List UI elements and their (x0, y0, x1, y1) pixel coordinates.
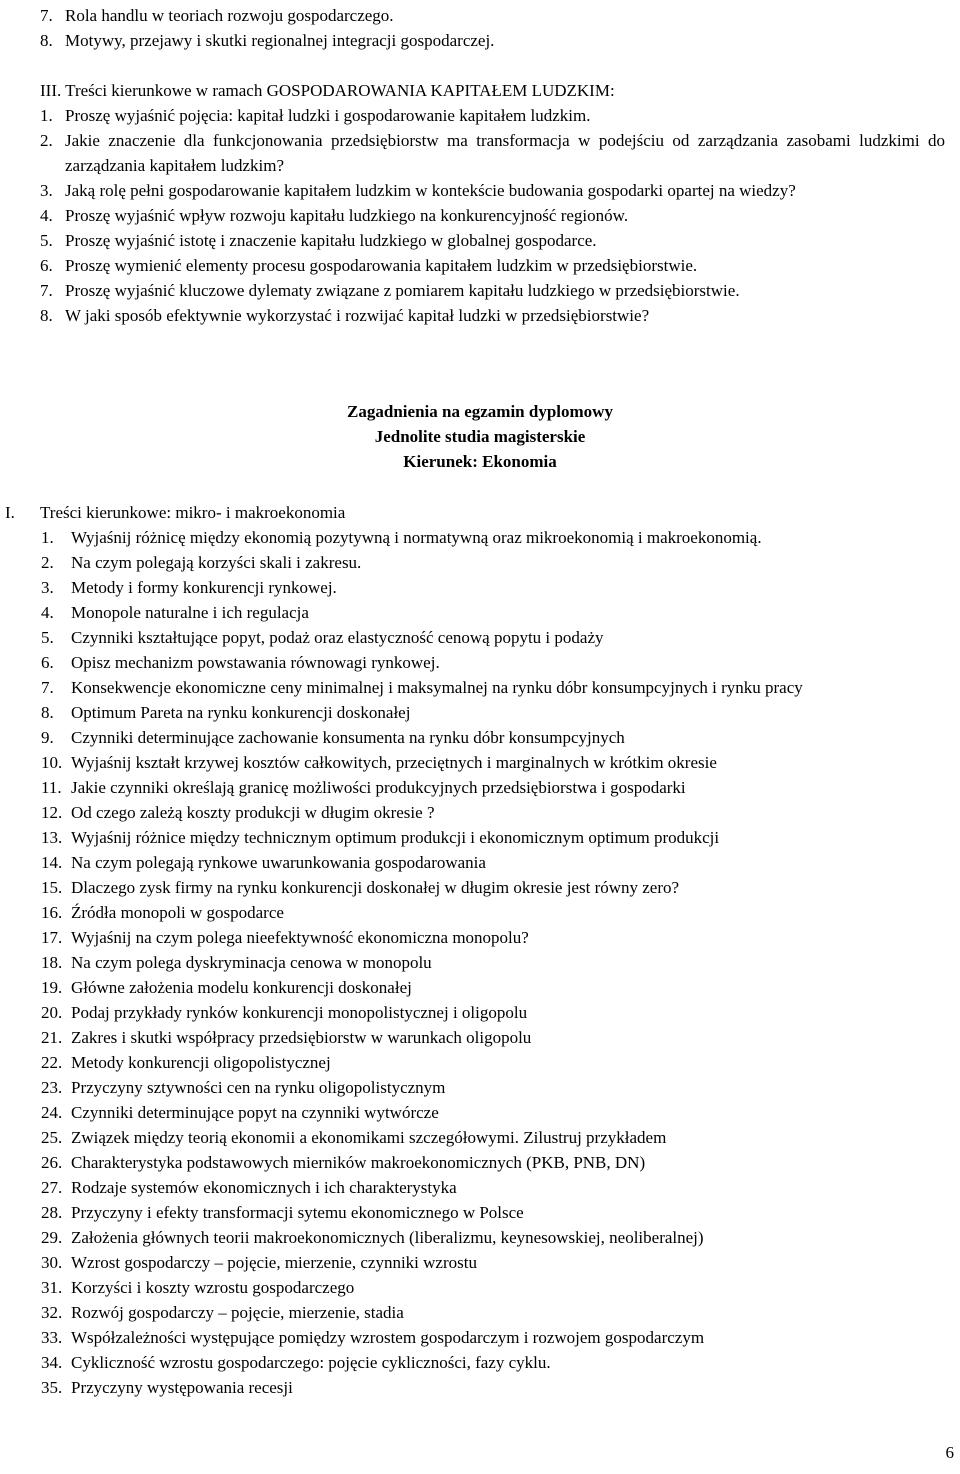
list-item-text: Wyjaśnij różnice między technicznym optimum produkcji i ekonomicznym optimum produkcji (71, 828, 720, 847)
list-item (41, 925, 950, 950)
list-item (41, 625, 950, 650)
list-item-text: Rodzaje systemów ekonomicznych i ich charakterystyka (71, 1178, 457, 1197)
list-item (41, 1150, 950, 1175)
list-item (41, 1350, 950, 1375)
list-item (41, 1100, 950, 1125)
exam-subtitle: Jednolite studia magisterskie (374, 427, 586, 446)
spacer (40, 53, 945, 78)
list-item (41, 675, 950, 700)
list-item-number: 31. (41, 1278, 63, 1297)
list-item (41, 1375, 950, 1400)
pre-items-list (40, 3, 945, 53)
list-item-text: Jaką rolę pełni gospodarowanie kapitałem ludzkim w kontekście budowania gospodarki opartej na wiedzy? (65, 181, 796, 200)
list-item-number: 9. (41, 728, 54, 747)
list-item (41, 1175, 950, 1200)
list-item-text: Założenia głównych teorii makroekonomicznych (liberalizmu, keynesowskiej, neoliberalnej) (71, 1228, 704, 1247)
list-item-number: 23. (41, 1078, 63, 1097)
list-item-number: 24. (41, 1103, 63, 1122)
list-item-number: 6. (40, 256, 53, 275)
economics-items-list (41, 525, 950, 1400)
list-item-text: Czynniki kształtujące popyt, podaż oraz elastyczność cenową popytu i podaży (71, 628, 604, 647)
bottom-section (5, 500, 950, 1400)
list-item-text: Metody i formy konkurencji rynkowej. (71, 578, 337, 597)
list-item-number: 16. (41, 903, 63, 922)
list-item-text: Proszę wymienić elementy procesu gospodarowania kapitałem ludzkim w przedsiębiorstwie. (65, 256, 698, 275)
list-item (41, 1075, 950, 1100)
list-item (41, 1050, 950, 1075)
hr-items-list (40, 103, 945, 328)
list-item-number: 13. (41, 828, 63, 847)
list-item (41, 525, 950, 550)
list-item-text: Cykliczność wzrostu gospodarczego: pojęcie cykliczności, fazy cyklu. (71, 1353, 551, 1372)
list-item-number: 32. (41, 1303, 63, 1322)
list-item-number: 6. (41, 653, 54, 672)
list-item-text: Podaj przykłady rynków konkurencji monopolistycznej i oligopolu (71, 1003, 528, 1022)
list-item-text: Przyczyny sztywności cen na rynku oligopolistycznym (71, 1078, 446, 1097)
list-item-number: 3. (40, 181, 53, 200)
roman-numeral: I. (5, 503, 15, 522)
list-item-text: Na czym polegają korzyści skali i zakresu. (71, 553, 362, 572)
list-item-text: Motywy, przejawy i skutki regionalnej integracji gospodarczej. (65, 31, 495, 50)
list-item-text: Dlaczego zysk firmy na rynku konkurencji doskonałej w długim okresie jest równy zero? (71, 878, 680, 897)
list-item (40, 128, 945, 178)
list-item (41, 1200, 950, 1225)
list-item (41, 550, 950, 575)
list-item-number: 28. (41, 1203, 63, 1222)
list-item-text: Jakie znaczenie dla funkcjonowania przedsiębiorstw ma transformacja w podejściu od zarządzania zasobami ludzkimi do zarządzania kapitałem ludzkim? (65, 131, 945, 175)
list-item-text: Wyjaśnij na czym polega nieefektywność ekonomiczna monopolu? (71, 928, 529, 947)
list-item-text: Wyjaśnij kształt krzywej kosztów całkowitych, przeciętnych i marginalnych w krótkim okresie (71, 753, 717, 772)
list-item-text: W jaki sposób efektywnie wykorzystać i rozwijać kapitał ludzki w przedsiębiorstwie? (65, 306, 650, 325)
list-item (41, 1000, 950, 1025)
list-item (41, 700, 950, 725)
list-item (41, 950, 950, 975)
list-item-text: Monopole naturalne i ich regulacja (71, 603, 309, 622)
list-item (41, 825, 950, 850)
list-item-number: 18. (41, 953, 63, 972)
list-item-number: 7. (40, 281, 53, 300)
list-item-text: Proszę wyjaśnić kluczowe dylematy związane z pomiarem kapitału ludzkiego w przedsiębiorstwie. (65, 281, 740, 300)
list-item (40, 28, 945, 53)
list-item-number: 8. (40, 306, 53, 325)
list-item-number: 8. (41, 703, 54, 722)
list-item-number: 2. (41, 553, 54, 572)
list-item (41, 650, 950, 675)
list-item (41, 750, 950, 775)
list-item-text: Charakterystyka podstawowych mierników makroekonomicznych (PKB, PNB, DN) (71, 1153, 646, 1172)
list-item-number: 29. (41, 1228, 63, 1247)
list-item-number: 2. (40, 131, 53, 150)
list-item-text: Wzrost gospodarczy – pojęcie, mierzenie, czynniki wzrostu (71, 1253, 477, 1272)
list-item-text: Konsekwencje ekonomiczne ceny minimalnej i maksymalnej na rynku dóbr konsumpcyjnych i rynku pracy (71, 678, 803, 697)
list-item-number: 27. (41, 1178, 63, 1197)
list-item-number: 3. (41, 578, 54, 597)
list-item-text: Główne założenia modelu konkurencji doskonałej (71, 978, 412, 997)
list-item-text: Na czym polegają rynkowe uwarunkowania gospodarowania (71, 853, 486, 872)
list-item-text: Czynniki determinujące popyt na czynniki wytwórcze (71, 1103, 439, 1122)
list-item-number: 15. (41, 878, 63, 897)
list-item-number: 30. (41, 1253, 63, 1272)
list-item-number: 10. (41, 753, 63, 772)
list-item (41, 850, 950, 875)
list-item-number: 34. (41, 1353, 63, 1372)
list-item-number: 25. (41, 1128, 63, 1147)
list-item-text: Na czym polega dyskryminacja cenowa w monopolu (71, 953, 432, 972)
list-item-number: 4. (41, 603, 54, 622)
list-item (41, 875, 950, 900)
list-item (41, 775, 950, 800)
list-item (40, 303, 945, 328)
list-item (40, 203, 945, 228)
list-item-text: Rola handlu w teoriach rozwoju gospodarczego. (65, 6, 394, 25)
list-item-number: 1. (41, 528, 54, 547)
list-item (40, 3, 945, 28)
exam-field: Kierunek: Ekonomia (403, 452, 557, 471)
list-item-text: Proszę wyjaśnić pojęcia: kapitał ludzki i gospodarowanie kapitałem ludzkim. (65, 106, 591, 125)
list-item-number: 33. (41, 1328, 63, 1347)
list-item (41, 800, 950, 825)
list-item (40, 253, 945, 278)
list-item-number: 1. (40, 106, 53, 125)
list-item-text: Związek między teorią ekonomii a ekonomikami szczegółowymi. Zilustruj przykładem (71, 1128, 667, 1147)
list-item-text: Jakie czynniki określają granicę możliwości produkcyjnych przedsiębiorstwa i gospodarki (71, 778, 686, 797)
list-item (41, 600, 950, 625)
list-item-number: 14. (41, 853, 63, 872)
list-item-text: Metody konkurencji oligopolistycznej (71, 1053, 331, 1072)
list-item-number: 11. (41, 778, 62, 797)
list-item-text: Proszę wyjaśnić wpływ rozwoju kapitału ludzkiego na konkurencyjność regionów. (65, 206, 629, 225)
list-item-number: 5. (41, 628, 54, 647)
list-item-number: 5. (40, 231, 53, 250)
list-item-text: Czynniki determinujące zachowanie konsumenta na rynku dóbr konsumpcyjnych (71, 728, 625, 747)
list-item (41, 725, 950, 750)
list-item-text: Opisz mechanizm powstawania równowagi rynkowej. (71, 653, 440, 672)
list-item (40, 178, 945, 203)
list-item-number: 35. (41, 1378, 63, 1397)
list-item-text: Od czego zależą koszty produkcji w długim okresie ? (71, 803, 435, 822)
list-item-number: 26. (41, 1153, 63, 1172)
list-item-text: Zakres i skutki współpracy przedsiębiorstw w warunkach oligopolu (71, 1028, 532, 1047)
list-item (41, 1225, 950, 1250)
list-item (41, 1025, 950, 1050)
list-item (41, 575, 950, 600)
list-item (41, 1300, 950, 1325)
section-heading-iii: III. Treści kierunkowe w ramach GOSPODAROWANIA KAPITAŁEM LUDZKIM: (40, 81, 615, 100)
list-item-number: 17. (41, 928, 63, 947)
list-item (41, 1325, 950, 1350)
list-item-text: Przyczyny i efekty transformacji sytemu ekonomicznego w Polsce (71, 1203, 524, 1222)
list-item-text: Źródła monopoli w gospodarce (71, 903, 284, 922)
list-item-number: 7. (40, 6, 53, 25)
list-item-text: Rozwój gospodarczy – pojęcie, mierzenie, stadia (71, 1303, 404, 1322)
top-section (40, 3, 945, 328)
list-item (41, 900, 950, 925)
list-item-text: Przyczyny występowania recesji (71, 1378, 293, 1397)
list-item-number: 12. (41, 803, 63, 822)
list-item-number: 19. (41, 978, 63, 997)
list-item-number: 7. (41, 678, 54, 697)
page-number: 6 (945, 1443, 954, 1462)
section-heading-i (5, 500, 950, 525)
list-item-number: 20. (41, 1003, 63, 1022)
section-heading-text: Treści kierunkowe: mikro- i makroekonomia (40, 503, 346, 522)
list-item-text: Wyjaśnij różnicę między ekonomią pozytywną i normatywną oraz mikroekonomią i makroekonomią. (71, 528, 762, 547)
list-item (40, 103, 945, 128)
exam-header (0, 399, 960, 474)
list-item (41, 975, 950, 1000)
list-item-number: 21. (41, 1028, 63, 1047)
list-item-text: Korzyści i koszty wzrostu gospodarczego (71, 1278, 355, 1297)
list-item (40, 278, 945, 303)
list-item-number: 4. (40, 206, 53, 225)
list-item-number: 22. (41, 1053, 63, 1072)
list-item-number: 8. (40, 31, 53, 50)
list-item (40, 228, 945, 253)
list-item (41, 1275, 950, 1300)
list-item (41, 1250, 950, 1275)
list-item-text: Współzależności występujące pomiędzy wzrostem gospodarczym i rozwojem gospodarczym (71, 1328, 705, 1347)
list-item-text: Optimum Pareta na rynku konkurencji doskonałej (71, 703, 411, 722)
exam-title: Zagadnienia na egzamin dyplomowy (347, 402, 613, 421)
list-item (41, 1125, 950, 1150)
list-item-text: Proszę wyjaśnić istotę i znaczenie kapitału ludzkiego w globalnej gospodarce. (65, 231, 597, 250)
